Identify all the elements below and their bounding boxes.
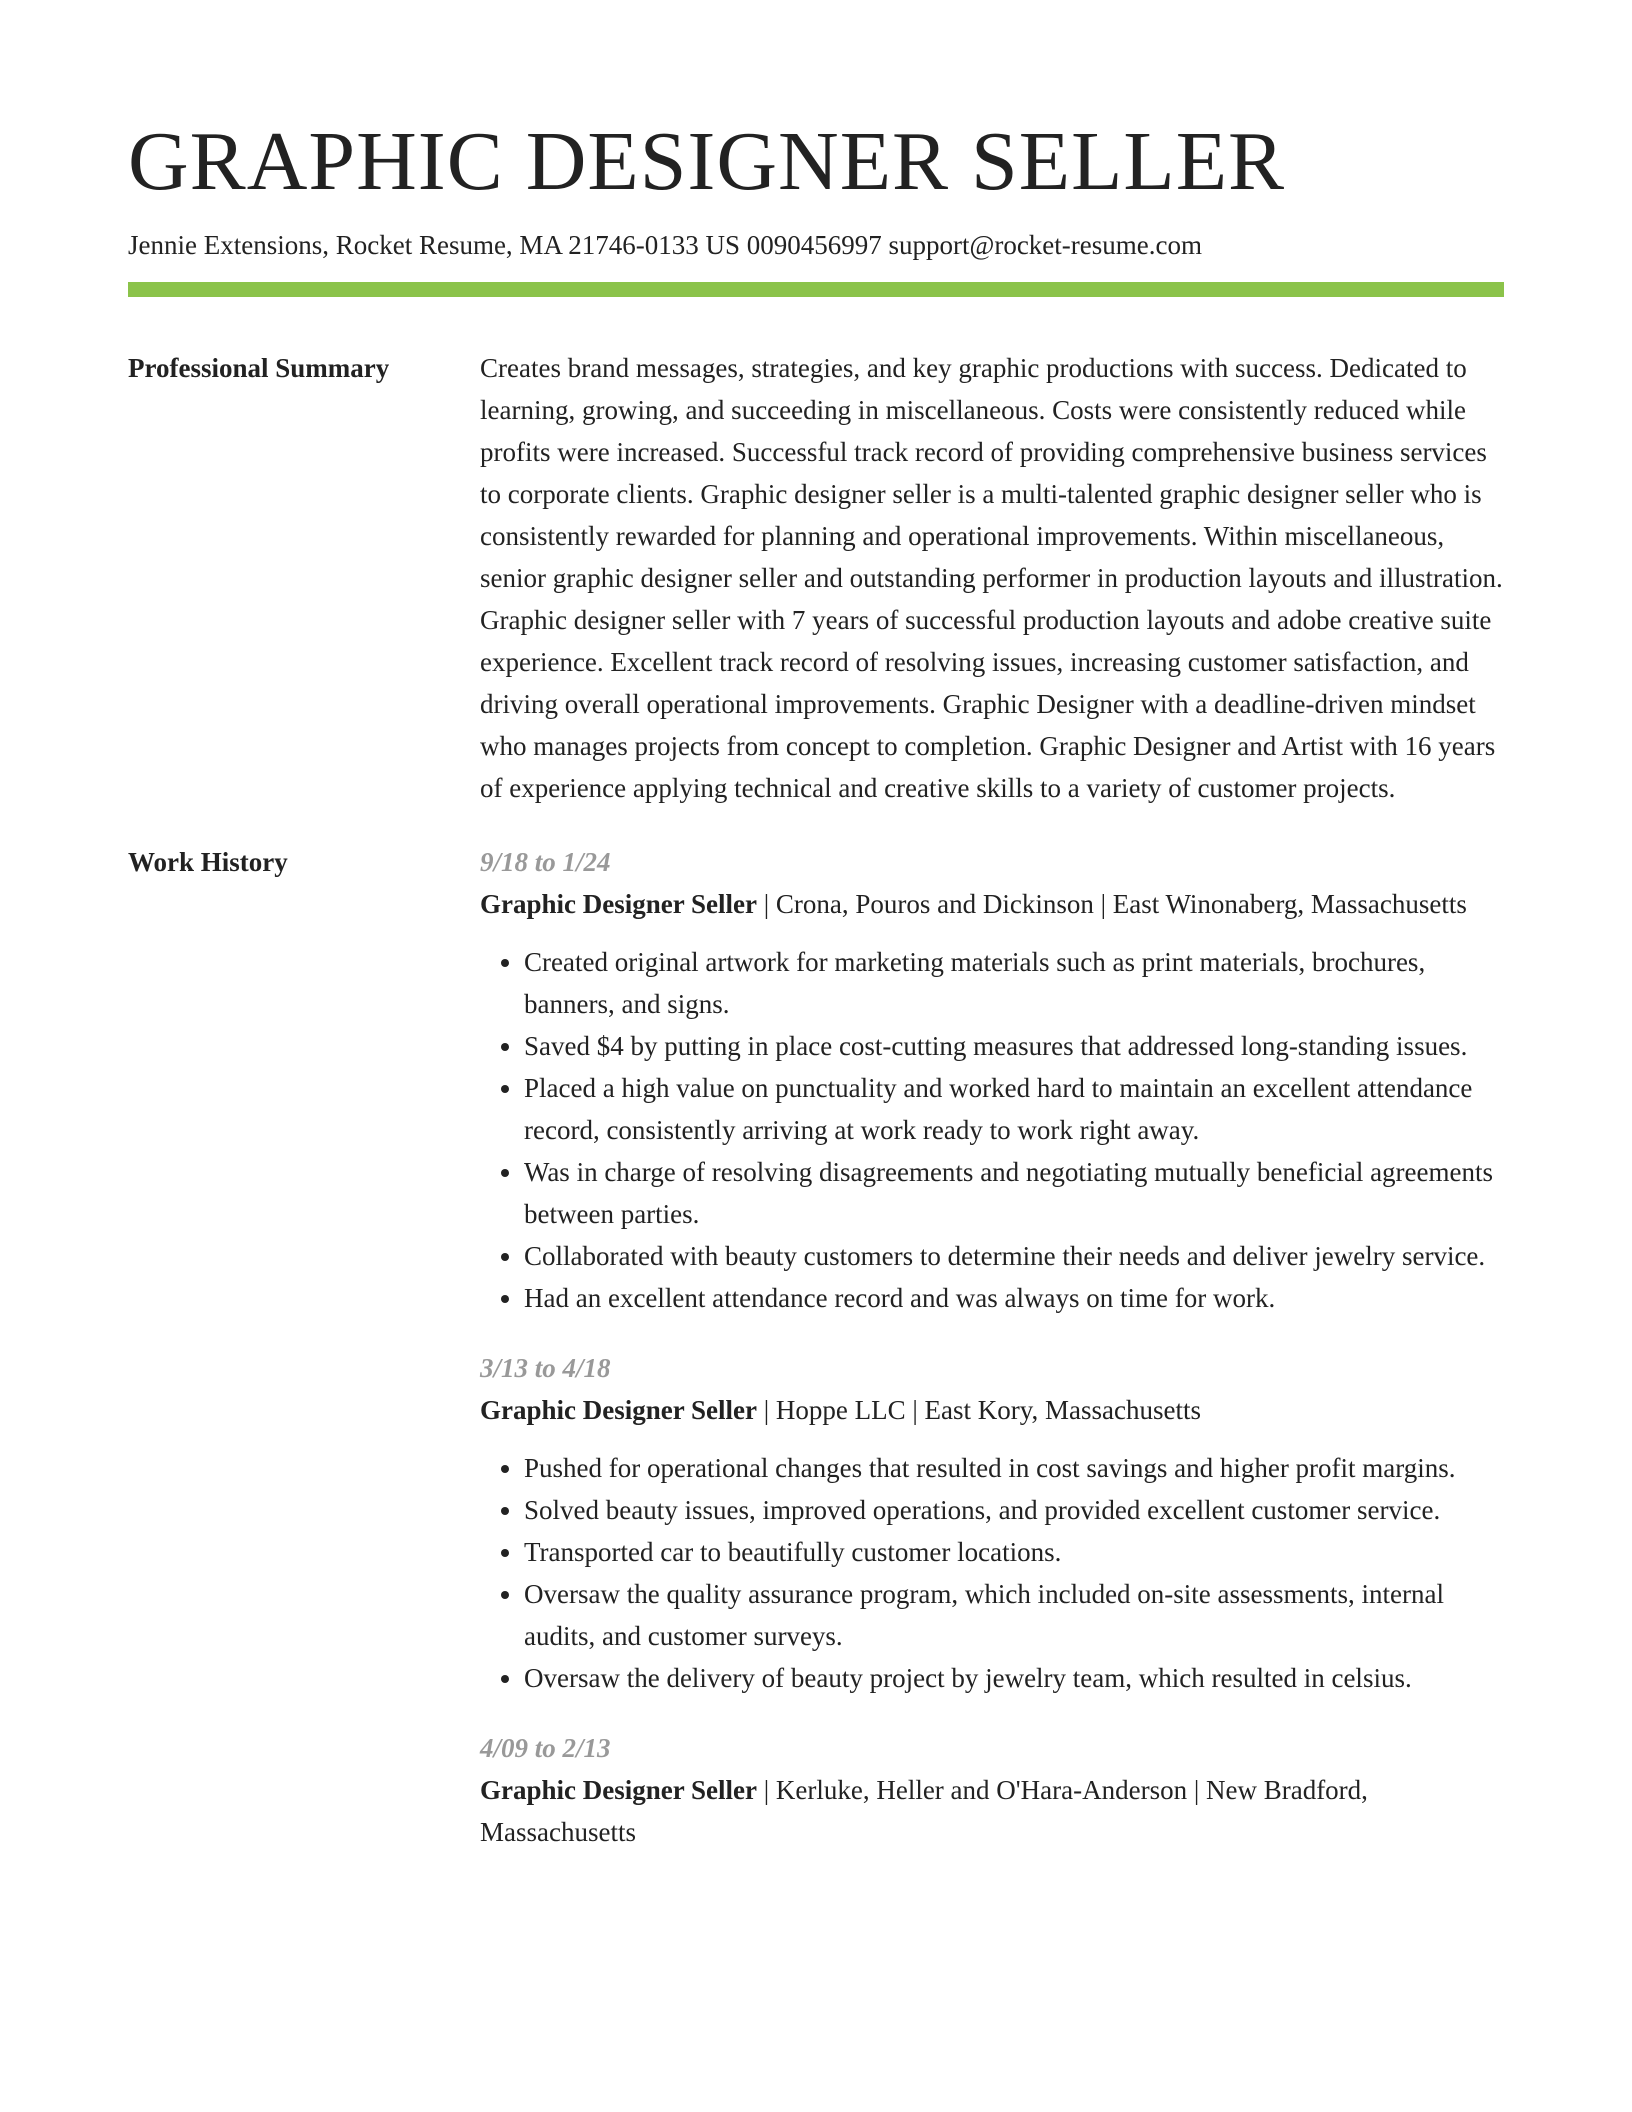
job-entry: [480, 841, 1504, 1319]
contact-phone: 0090456997: [746, 230, 882, 260]
job-details: | Crona, Pouros and Dickinson | East Winonaberg, Massachusetts: [756, 889, 1467, 919]
job-bullet: • Transported car to beautifully customer locations.: [524, 1531, 1504, 1573]
job-bullet: • Had an excellent attendance record and was always on time for work.: [524, 1277, 1504, 1319]
job-bullet: • Solved beauty issues, improved operations, and provided excellent customer service.: [524, 1489, 1504, 1531]
work-history-section: [128, 841, 1504, 1881]
job-bullet: • Pushed for operational changes that resulted in cost savings and higher profit margins.: [524, 1447, 1504, 1489]
resume-name: GRAPHIC DESIGNER SELLER: [128, 115, 1286, 208]
job-title: Graphic Designer Seller: [480, 1775, 757, 1805]
contact-line: [128, 228, 1504, 262]
job-bullet: • Oversaw the delivery of beauty project by jewelry team, which resulted in celsius.: [524, 1657, 1504, 1699]
header-divider: [128, 282, 1504, 297]
job-bullets: [480, 1447, 1504, 1699]
job-bullet: • Created original artwork for marketing materials such as print materials, brochures, banners, and signs.: [524, 941, 1504, 1025]
job-entry: [480, 1347, 1504, 1699]
summary-text: Creates brand messages, strategies, and key graphic productions with success. Dedicated to learning, growing, and succeeding in miscellaneous. Costs were consistently reduced while profits were increased. Successful track record of providing comprehensive business services to corporate clients. Graphic designer seller is a multi-talented graphic designer seller who is consistently rewarded for planning and operational improvements. Within miscellaneous, senior graphic designer seller and outstanding performer in production layouts and illustration. Graphic designer seller with 7 years of successful production layouts and adobe creative suite experience. Excellent track record of resolving issues, increasing customer satisfaction, and driving overall operational improvements. Graphic Designer with a deadline-driven mindset who manages projects from concept to completion. Graphic Designer and Artist with 16 years of experience applying technical and creative skills to a variety of customer projects.: [480, 353, 1503, 803]
job-bullet: • Collaborated with beauty customers to determine their needs and deliver jewelry service.: [524, 1235, 1504, 1277]
job-bullet: • Saved $4 by putting in place cost-cutting measures that addressed long-standing issues.: [524, 1025, 1504, 1067]
contact-email: support@rocket-resume.com: [888, 230, 1202, 260]
job-title: Graphic Designer Seller: [480, 889, 757, 919]
section-body: [480, 347, 1504, 809]
professional-summary-section: [128, 347, 1504, 809]
job-dates: 9/18 to 1/24: [480, 847, 611, 877]
section-title: Work History: [128, 847, 288, 877]
job-heading: [480, 883, 1504, 925]
job-dates: 4/09 to 2/13: [480, 1733, 611, 1763]
jobs-list: [480, 841, 1504, 1881]
job-heading: [480, 1389, 1504, 1431]
job-bullet: • Placed a high value on punctuality and worked hard to maintain an excellent attendance record, consistently arriving at work ready to work right away.: [524, 1067, 1504, 1151]
job-details: | Kerluke, Heller and O'Hara-Anderson | New Bradford, Massachusetts: [480, 1775, 1368, 1847]
job-details: | Hoppe LLC | East Kory, Massachusetts: [756, 1395, 1201, 1425]
job-heading: [480, 1769, 1504, 1853]
contact-address: Jennie Extensions, Rocket Resume, MA 21746-0133 US: [128, 230, 740, 260]
job-dates: 3/13 to 4/18: [480, 1353, 611, 1383]
job-bullets: [480, 941, 1504, 1319]
job-bullet: • Oversaw the quality assurance program, which included on-site assessments, internal audits, and customer surveys.: [524, 1573, 1504, 1657]
job-title: Graphic Designer Seller: [480, 1395, 757, 1425]
job-bullet: • Was in charge of resolving disagreements and negotiating mutually beneficial agreements between parties.: [524, 1151, 1504, 1235]
resume-page: [128, 115, 1504, 1881]
section-title: Professional Summary: [128, 353, 390, 383]
job-entry: [480, 1727, 1504, 1853]
